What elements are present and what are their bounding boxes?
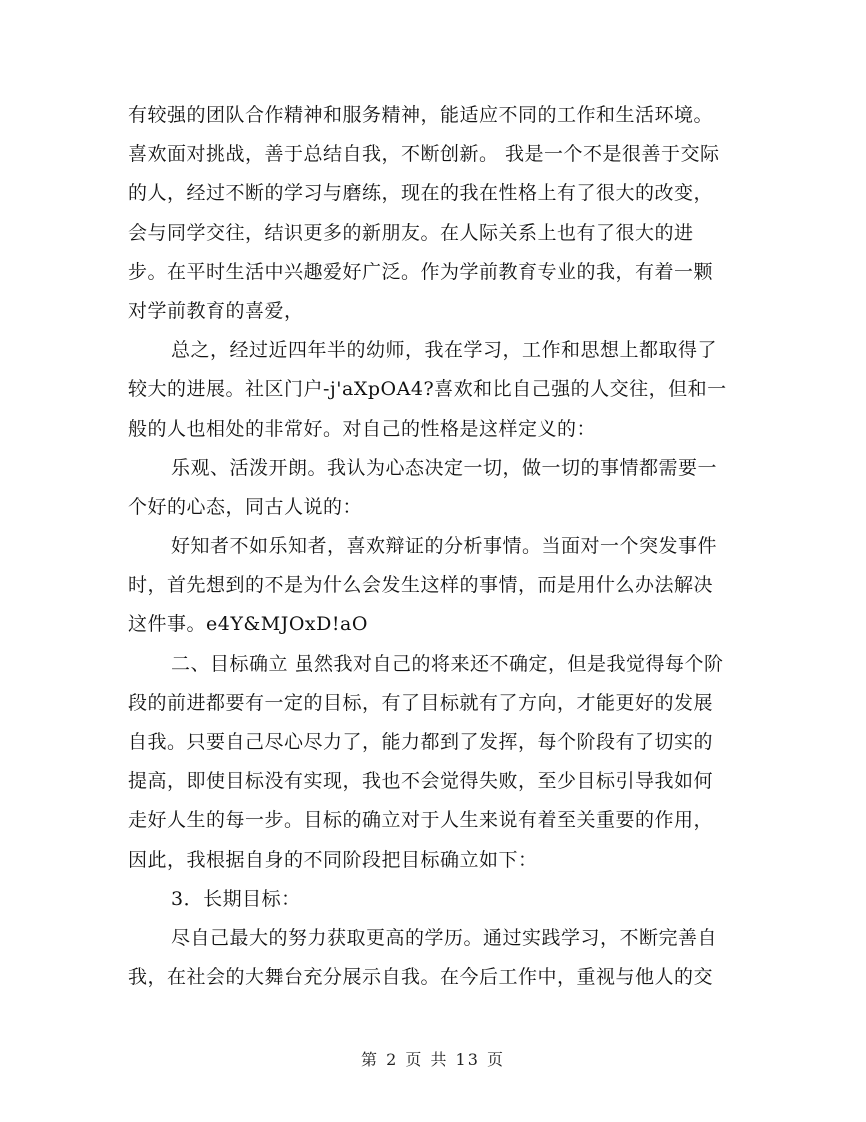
section-heading-line: 二、目标确立 虽然我对自己的将来还不确定，但是我觉得每个阶 [171,652,724,675]
text-line: 会与同学交往，结识更多的新朋友。在人际关系上也有了很大的进 [128,221,694,244]
page-number-indicator: 第 2 页 共 13 页 [361,1050,505,1069]
paragraph-start-line: 总之，经过近四年半的幼师，我在学习，工作和思想上都取得了 [171,339,718,362]
text-line: 个好的心态，同古人说的： [128,495,363,518]
text-line: 这件事。e4Y&MJOxD!aO [128,613,368,636]
text-line: 有较强的团队合作精神和服务精神，能适应不同的工作和生活环境。 [128,104,714,126]
text-line: 较大的进展。社区门户-j'aXpOA4?喜欢和比自己强的人交往，但和一 [128,378,727,401]
text-line: 我，在社会的大舞台充分展示自我。在今后工作中，重视与他人的交 [128,966,714,989]
text-line: 时，首先想到的不是为什么会发生这样的事情，而是用什么办法解决 [128,574,714,597]
document-body [128,96,728,997]
text-line: 段的前进都要有一定的目标，有了目标就有了方向，才能更好的发展 [128,691,714,714]
text-line: 步。在平时生活中兴趣爱好广泛。作为学前教育专业的我，有着一颗 [128,260,714,283]
page-footer [0,1047,866,1070]
text-line: 喜欢面对挑战，善于总结自我，不断创新。 我是一个不是很善于交际 [128,143,720,166]
subheading-line: 3．长期目标： [171,887,301,910]
text-line: 对学前教育的喜爱， [128,299,304,322]
text-line: 走好人生的每一步。目标的确立对于人生来说有着至关重要的作用， [128,809,714,832]
text-line: 提高，即使目标没有实现，我也不会觉得失败，至少目标引导我如何 [128,770,714,793]
text-line: 的人，经过不断的学习与磨练，现在的我在性格上有了很大的改变， [128,182,714,205]
paragraph-start-line: 好知者不如乐知者，喜欢辩证的分析事情。当面对一个突发事件 [171,535,718,558]
text-line: 自我。只要自己尽心尽力了，能力都到了发挥，每个阶段有了切实的 [128,731,714,753]
paragraph-start-line: 乐观、活泼开朗。我认为心态决定一切，做一切的事情都需要一 [171,456,718,479]
text-line: 般的人也相处的非常好。对自己的性格是这样定义的： [128,417,597,440]
text-line: 因此，我根据自身的不同阶段把目标确立如下： [128,848,538,871]
paragraph-start-line: 尽自己最大的努力获取更高的学历。通过实践学习，不断完善自 [171,926,718,949]
